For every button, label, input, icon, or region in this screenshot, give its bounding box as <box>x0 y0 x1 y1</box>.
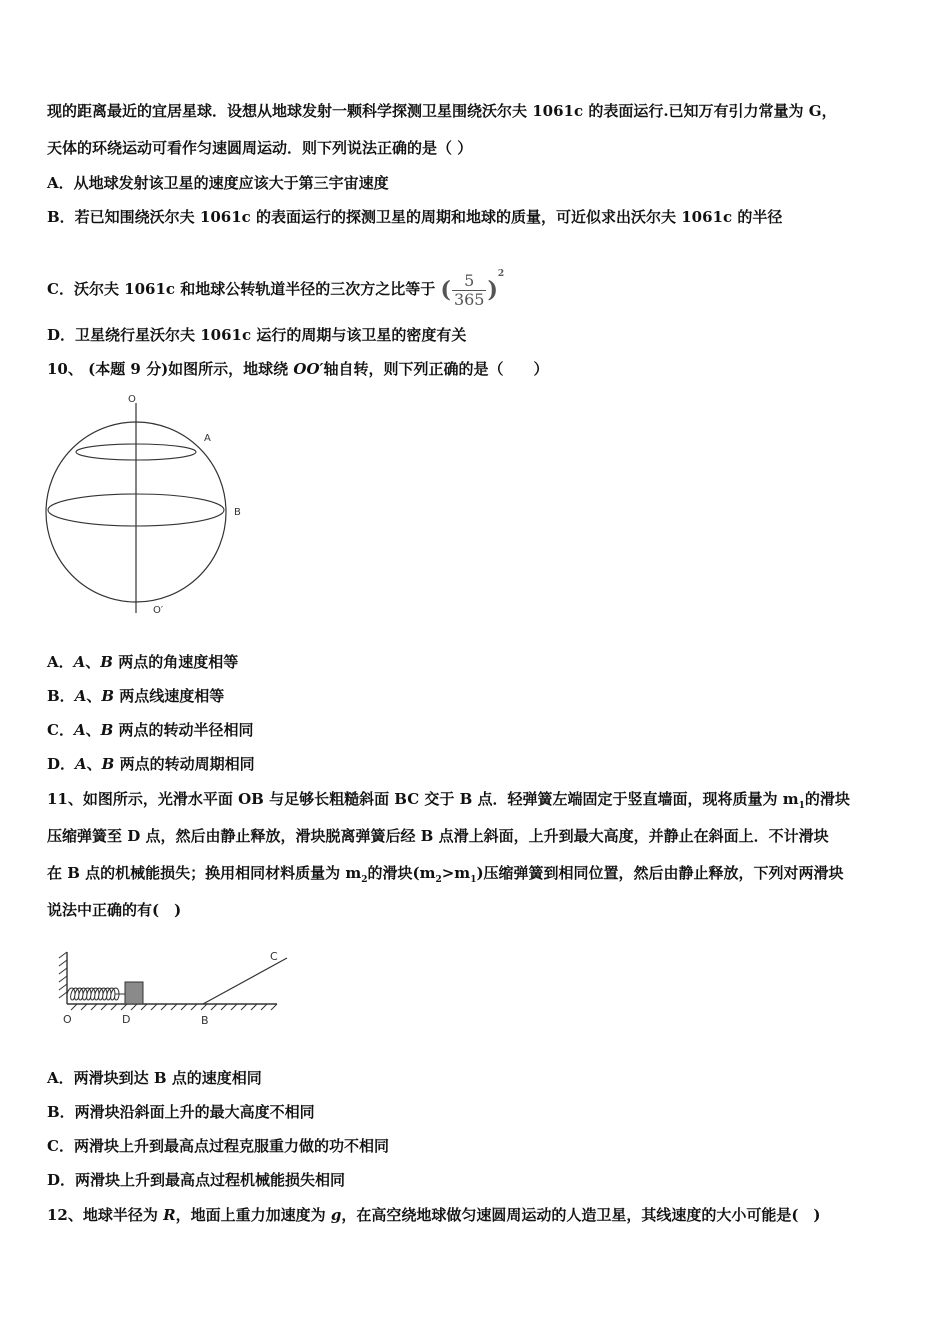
q11-option-d: D．两滑块上升到最高点过程机械能损失相同 <box>47 1171 346 1189</box>
q12-mid: ，地面上重力加速度为 <box>175 1206 331 1224</box>
q10-option-a-sep: 、 <box>85 653 101 671</box>
q10-option-c-point1: A <box>73 721 86 739</box>
q10-option-a-letter: A． <box>47 653 74 671</box>
label-b: B <box>234 507 241 518</box>
q10-stem <box>47 359 549 379</box>
q10-stem-prefix: 10、 (本题 9 分)如图所示，地球绕 <box>47 360 294 378</box>
q10-option-b-letter: B． <box>47 687 75 705</box>
q10-option-c-sep: 、 <box>85 721 101 739</box>
q10-stem-suffix: 轴自转，则下列正确的是（ ） <box>323 360 549 378</box>
q9-option-a: A．从地球发射该卫星的速度应该大于第三宇宙速度 <box>47 174 389 192</box>
incline-bc <box>203 958 287 1004</box>
q11-stem-line-3 <box>47 863 844 890</box>
q10-option-a-point1: A <box>73 653 86 671</box>
q10-option-d-point1: A <box>75 755 87 773</box>
q12-pre: 12、地球半径为 <box>47 1206 164 1224</box>
q11-line1-post: 的滑块 <box>804 790 850 808</box>
q9-option-c <box>47 250 504 314</box>
q11-line3-sub2: 2 <box>435 875 442 885</box>
q9-option-c-paren-close: ) <box>487 277 498 303</box>
q11-line1-sub: 1 <box>798 801 805 811</box>
q9-option-c-paren-open: ( <box>440 277 451 303</box>
q11-line3-sub1: 2 <box>361 875 368 885</box>
q11-option-c: C．两滑块上升到最高点过程克服重力做的功不相同 <box>47 1137 389 1155</box>
label-o: O <box>63 1013 72 1026</box>
q10-option-d-letter: D． <box>47 755 76 773</box>
q10-option-b-point1: A <box>74 687 87 705</box>
intro-line-2: 天体的环绕运动可看作匀速圆周运动．则下列说法正确的是（ ） <box>47 139 473 157</box>
label-d: D <box>122 1013 131 1026</box>
q11-stem-line-4: 说法中正确的有( ) <box>47 901 182 919</box>
q10-option-d-rest: 两点的转动周期相同 <box>114 755 255 773</box>
q10-stem-axis: OO′ <box>293 360 324 378</box>
q10-option-a <box>47 652 238 672</box>
q11-stem-line-2: 压缩弹簧至 D 点，然后由静止释放，滑块脱离弹簧后经 B 点滑上斜面，上升到最大高度，并静止在斜面上．不计滑块 <box>47 827 829 845</box>
q11-option-a: A．两滑块到达 B 点的速度相同 <box>47 1069 262 1087</box>
label-c: C <box>270 950 278 963</box>
q10-option-c-point2: B <box>100 721 114 739</box>
q10-option-c <box>47 720 254 740</box>
q10-option-b <box>47 686 224 706</box>
q12-gravity: g <box>330 1206 342 1224</box>
q11-line3-sub3: 1 <box>470 875 477 885</box>
label-o-top: O <box>128 394 136 405</box>
q10-option-a-point2: B <box>100 653 113 671</box>
q9-option-c-fraction <box>452 272 487 309</box>
q9-option-c-text: C．沃尔夫 1061c 和地球公转轨道半径的三次方之比等于 <box>47 280 436 298</box>
q12-stem <box>47 1205 821 1225</box>
q11-line1-pre: 11、如图所示，光滑水平面 OB 与足够长粗糙斜面 BC 交于 B 点．轻弹簧左端固定于竖直墙面，现将质量为 m <box>47 790 799 808</box>
floor-hatching <box>71 1004 277 1010</box>
q12-radius: R <box>163 1206 176 1224</box>
intro-line-1: 现的距离最近的宜居星球．设想从地球发射一颗科学探测卫星围绕沃尔夫 1061c 的表面运行.已知万有引力常量为 G， <box>47 102 837 120</box>
q10-option-b-sep: 、 <box>86 687 102 705</box>
q9-option-c-exponent: 2 <box>497 269 505 279</box>
label-b: B <box>201 1014 209 1027</box>
q10-option-d <box>47 754 255 774</box>
q10-option-d-point2: B <box>101 755 115 773</box>
q10-option-b-point2: B <box>101 687 115 705</box>
q10-option-c-letter: C． <box>47 721 74 739</box>
q10-option-a-rest: 两点的角速度相等 <box>112 653 239 671</box>
q12-post: ，在高空绕地球做匀速圆周运动的人造卫星，其线速度的大小可能是( ) <box>341 1206 821 1224</box>
label-a: A <box>204 433 211 444</box>
q9-option-d: D．卫星绕行星沃尔夫 1061c 运行的周期与该卫星的密度有关 <box>47 326 467 344</box>
q11-option-b: B．两滑块沿斜面上升的最大高度不相同 <box>47 1103 315 1121</box>
q11-line3-b: 的滑块(m <box>367 864 436 882</box>
q11-stem-line-1 <box>47 789 850 816</box>
q9-option-c-numerator: 5 <box>452 272 487 291</box>
q11-line3-a: 在 B 点的机械能损失；换用相同材料质量为 m <box>47 864 362 882</box>
q10-option-b-rest: 两点线速度相等 <box>114 687 225 705</box>
q9-option-c-denominator: 365 <box>453 289 485 309</box>
slider-block <box>125 982 143 1004</box>
q10-option-d-sep: 、 <box>86 755 102 773</box>
earth-rotation-figure <box>40 385 260 620</box>
q10-option-c-rest: 两点的转动半径相同 <box>113 721 254 739</box>
label-o-bottom: O′ <box>153 605 164 616</box>
q11-line3-d: )压缩弹簧到相同位置，然后由静止释放，下列对两滑块 <box>476 864 844 882</box>
spring <box>67 988 125 1000</box>
spring-incline-figure <box>55 940 295 1030</box>
wall-hatching <box>59 952 67 998</box>
q11-line3-c: >m <box>441 864 471 882</box>
q9-option-b: B．若已知围绕沃尔夫 1061c 的表面运行的探测卫星的周期和地球的质量，可近似求出沃尔夫 1061c 的半径 <box>47 208 783 226</box>
